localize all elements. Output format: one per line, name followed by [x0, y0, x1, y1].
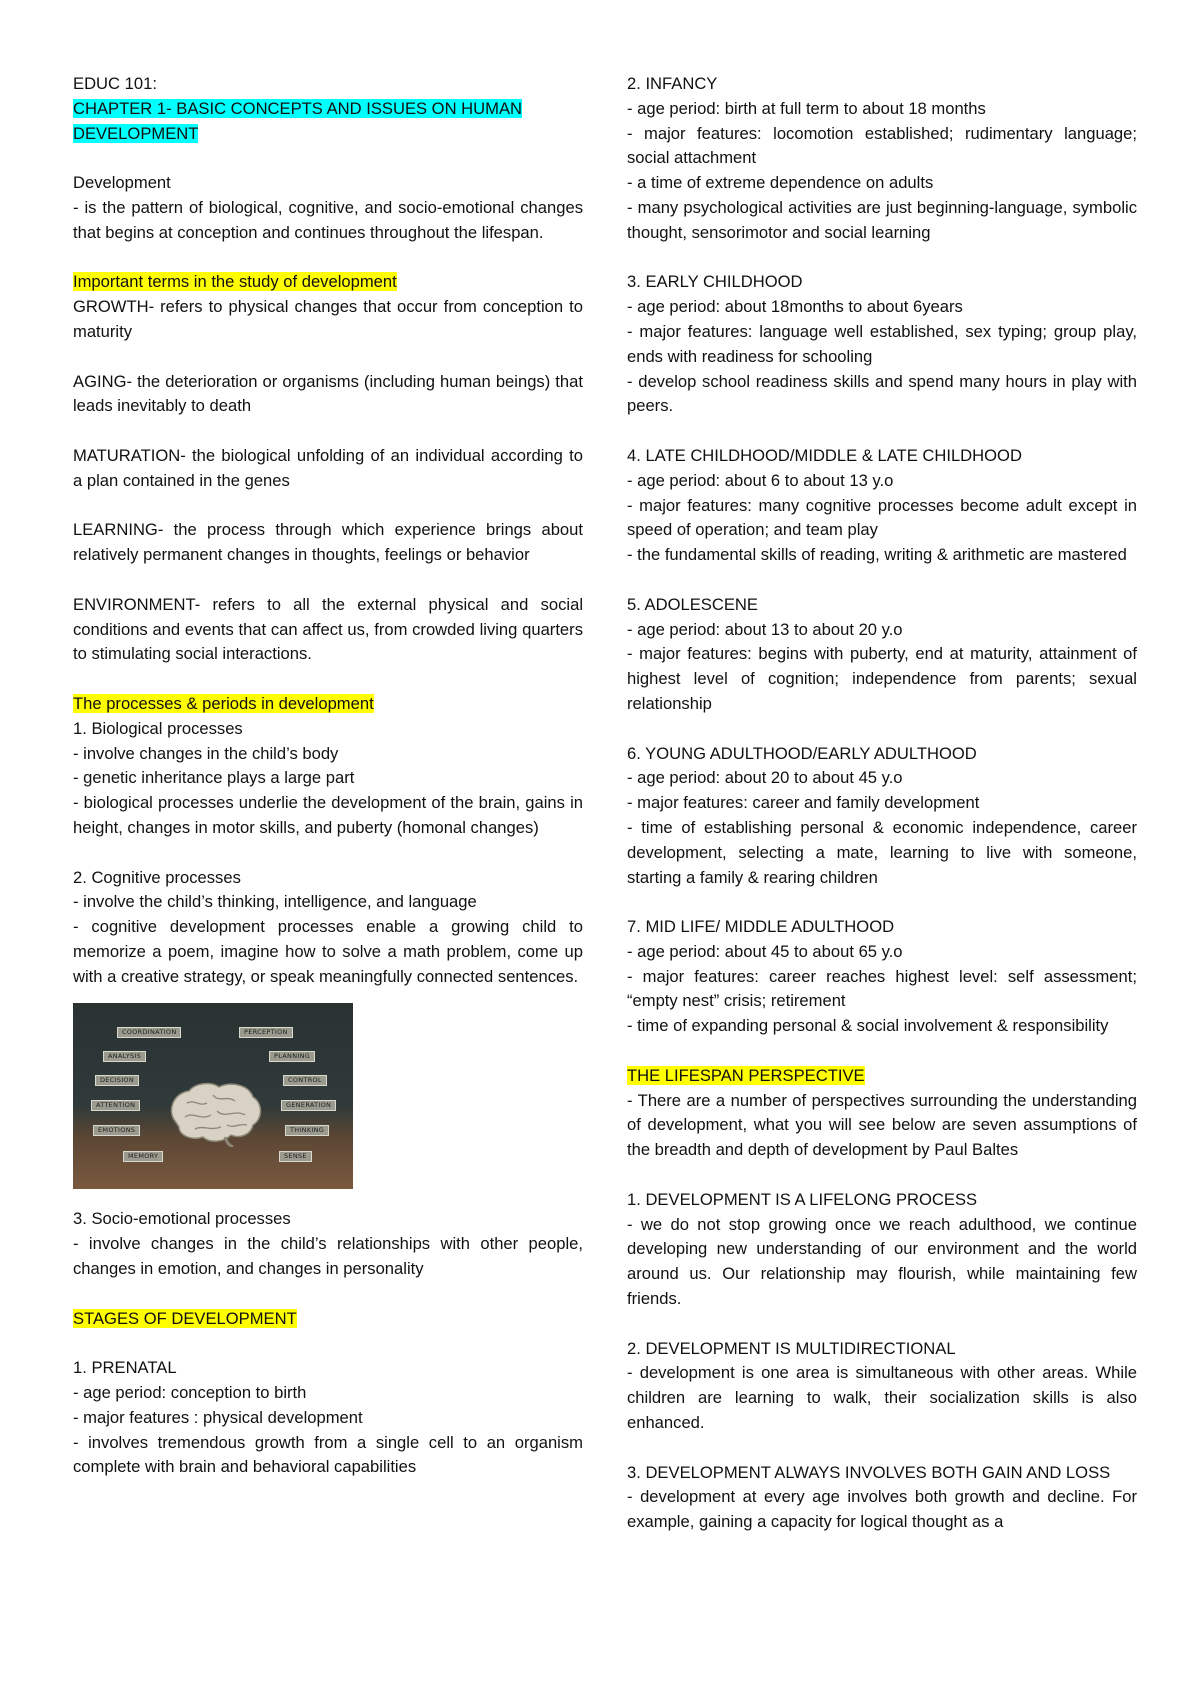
young-adulthood-item: - major features: career and family development [627, 793, 980, 813]
image-label-attention: ATTENTION [91, 1100, 140, 1111]
assumption-2-text: - development is one area is simultaneous with other areas. While children are learning to walk, their socialization skills is also enhanced. [627, 1363, 1137, 1433]
right-column [627, 72, 1137, 1535]
image-label-generation: GENERATION [281, 1100, 336, 1111]
image-label-sense: SENSE [279, 1151, 312, 1162]
prenatal-item: - age period: conception to birth [73, 1383, 307, 1403]
socio-emotional-item: - involve changes in the child’s relationships with other people, changes in emotion, and changes in personality [73, 1234, 583, 1279]
prenatal-item: - involves tremendous growth from a single cell to an organism complete with brain and behavioral capabilities [73, 1432, 583, 1477]
image-label-analysis: ANALYSIS [103, 1051, 146, 1062]
biological-item: - involve changes in the child’s body [73, 743, 339, 763]
term-maturation: MATURATION- the biological unfolding of an individual according to a plan contained in the genes [73, 445, 583, 490]
adolescence-item: - major features: begins with puberty, end at maturity, attainment of highest level of cognition; independence from parents; sexual relationship [627, 644, 1137, 713]
late-childhood-item: - the fundamental skills of reading, writing & arithmetic are mastered [627, 545, 1127, 565]
left-column [73, 72, 583, 1480]
lifespan-text: - There are a number of perspectives surrounding the understanding of development, what you will see below are seven assumptions of the breadth and depth of development by Paul Baltes [627, 1090, 1137, 1160]
middle-adulthood-item: - time of expanding personal & social involvement & responsibility [627, 1016, 1109, 1036]
assumption-1-title: 1. DEVELOPMENT IS A LIFELONG PROCESS [627, 1189, 978, 1209]
brain-concepts-image [73, 1003, 353, 1189]
socio-emotional-title: 3. Socio-emotional processes [73, 1209, 291, 1229]
assumption-3-title: 3. DEVELOPMENT ALWAYS INVOLVES BOTH GAIN AND LOSS [627, 1462, 1111, 1482]
adolescence-title: 5. ADOLESCENE [627, 594, 758, 614]
course-code: EDUC 101: [73, 74, 157, 93]
image-label-coordination: COORDINATION [117, 1027, 181, 1038]
biological-item: - genetic inheritance plays a large part [73, 768, 355, 788]
biological-title: 1. Biological processes [73, 718, 243, 738]
late-childhood-title: 4. LATE CHILDHOOD/MIDDLE & LATE CHILDHOOD [627, 445, 1022, 465]
middle-adulthood-item: - major features: career reaches highest level: self assessment; “empty nest” crisis; retirement [627, 966, 1137, 1011]
cognitive-item: - involve the child’s thinking, intelligence, and language [73, 892, 477, 912]
cognitive-title: 2. Cognitive processes [73, 867, 241, 887]
image-label-control: CONTROL [283, 1075, 327, 1086]
early-childhood-title: 3. EARLY CHILDHOOD [627, 272, 803, 292]
image-label-perception: PERCEPTION [239, 1027, 293, 1038]
brain-icon [165, 1081, 265, 1147]
infancy-item: - age period: birth at full term to about 18 months [627, 98, 986, 118]
prenatal-title: 1. PRENATAL [73, 1358, 177, 1378]
biological-item: - biological processes underlie the development of the brain, gains in height, changes in motor skills, and puberty (homonal changes) [73, 793, 583, 837]
term-learning: LEARNING- the process through which experience brings about relatively permanent changes in thoughts, feelings or behavior [73, 520, 583, 565]
term-environment: ENVIRONMENT- refers to all the external physical and social conditions and events that can affect us, from crowded living quarters to stimulating social interactions. [73, 594, 583, 664]
assumption-3-text: - development at every age involves both growth and decline. For example, gaining a capacity for logical thought as a [627, 1487, 1137, 1532]
assumption-1-text: - we do not stop growing once we reach adulthood, we continue developing new understanding of our environment and the world around us. Our relationship may flourish, while maintaining few friends. [627, 1214, 1137, 1309]
image-label-thinking: THINKING [285, 1125, 329, 1136]
development-definition: - is the pattern of biological, cognitive, and socio-emotional changes that begins at conception and continues throughout the lifespan. [73, 197, 583, 242]
image-label-emotions: EMOTIONS [93, 1125, 140, 1136]
middle-adulthood-title: 7. MID LIFE/ MIDDLE ADULTHOOD [627, 917, 895, 937]
stages-heading: STAGES OF DEVELOPMENT [73, 1308, 297, 1328]
image-label-planning: PLANNING [269, 1051, 315, 1062]
term-growth: GROWTH- refers to physical changes that occur from conception to maturity [73, 297, 583, 341]
prenatal-item: - major features : physical development [73, 1407, 363, 1427]
lifespan-heading: THE LIFESPAN PERSPECTIVE [627, 1065, 865, 1085]
young-adulthood-item: - time of establishing personal & economic independence, career development, selecting a mate, learning to live with someone, starting a family & rearing children [627, 817, 1137, 887]
development-heading: Development [73, 173, 171, 193]
infancy-item: - major features: locomotion established; rudimentary language; social attachment [627, 123, 1137, 168]
early-childhood-item: - develop school readiness skills and spend many hours in play with peers. [627, 371, 1137, 416]
term-aging: AGING- the deterioration or organisms (including human beings) that leads inevitably to death [73, 371, 583, 416]
chapter-title-line-2: DEVELOPMENT [73, 123, 199, 143]
cognitive-item: - cognitive development processes enable a growing child to memorize a poem, imagine how to solve a math problem, come up with a creative strategy, or speak meaningfully connected sentences. [73, 917, 583, 986]
infancy-item: - many psychological activities are just beginning-language, symbolic thought, sensorimotor and social learning [627, 197, 1137, 242]
late-childhood-item: - age period: about 6 to about 13 y.o [627, 470, 894, 490]
adolescence-item: - age period: about 13 to about 20 y.o [627, 619, 903, 639]
early-childhood-item: - age period: about 18months to about 6years [627, 297, 963, 317]
terms-heading: Important terms in the study of development [73, 272, 397, 292]
middle-adulthood-item: - age period: about 45 to about 65 y.o [627, 941, 903, 961]
infancy-title: 2. INFANCY [627, 74, 718, 93]
infancy-item: - a time of extreme dependence on adults [627, 173, 934, 193]
early-childhood-item: - major features: language well established, sex typing; group play, ends with readiness for schooling [627, 321, 1137, 366]
chapter-title-line-1: CHAPTER 1- BASIC CONCEPTS AND ISSUES ON HUMAN [73, 98, 523, 118]
image-label-memory: MEMORY [123, 1151, 163, 1162]
assumption-2-title: 2. DEVELOPMENT IS MULTIDIRECTIONAL [627, 1338, 956, 1358]
late-childhood-item: - major features: many cognitive processes become adult except in speed of operation; and team play [627, 495, 1137, 540]
processes-heading: The processes & periods in development [73, 693, 374, 713]
young-adulthood-title: 6. YOUNG ADULTHOOD/EARLY ADULTHOOD [627, 743, 977, 763]
young-adulthood-item: - age period: about 20 to about 45 y.o [627, 768, 903, 788]
image-label-decision: DECISION [95, 1075, 139, 1086]
